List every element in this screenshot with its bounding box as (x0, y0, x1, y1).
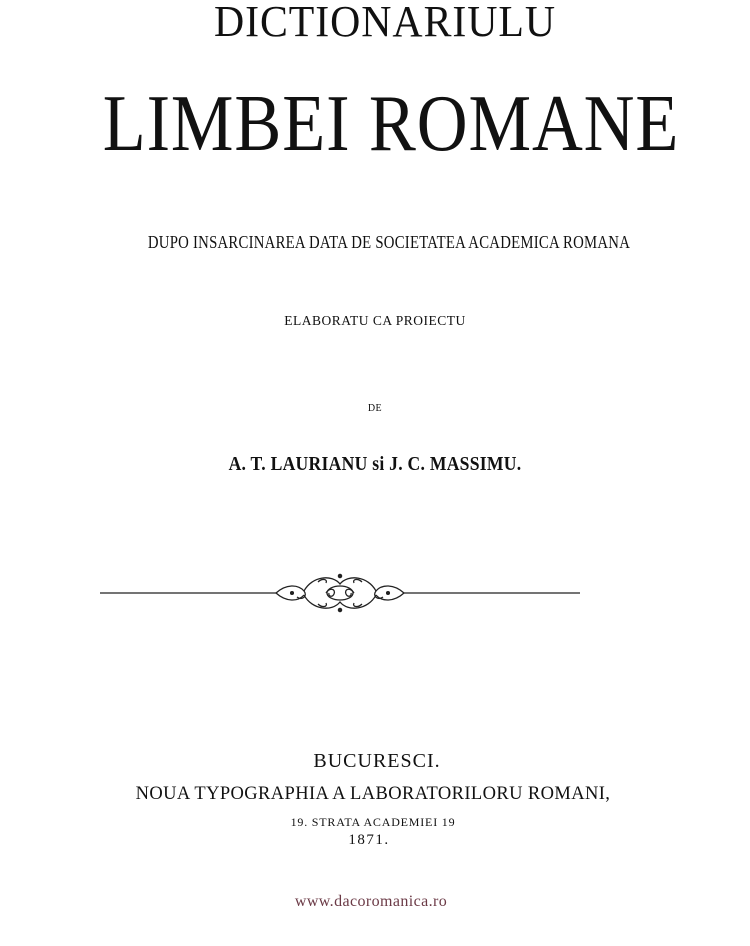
authors: A. T. LAURIANU si J. C. MASSIMU. (228, 453, 522, 475)
imprint-city: BUCURESCI. (313, 750, 441, 772)
imprint-street: 19. STRATA ACADEMIEI 19 (290, 815, 456, 829)
title-line-1: DICTIONARIULU (213, 0, 557, 46)
title-line-2: LIMBEI ROMANE (102, 80, 680, 168)
website-link[interactable]: www.dacoromanica.ro (294, 893, 448, 910)
by-line: DE (367, 403, 383, 414)
imprint-press: NOUA TYPOGRAPHIA A LABORATORILORU ROMANI, (135, 784, 611, 804)
subtitle: DUPO INSARCINAREA DATA DE SOCIETATEA ACADEMICA ROMANA (147, 232, 631, 252)
imprint-year: 1871. (348, 832, 390, 848)
elaborated-line: ELABORATU CA PROIECTU (284, 313, 466, 328)
flourish-ornament-icon (100, 570, 580, 616)
